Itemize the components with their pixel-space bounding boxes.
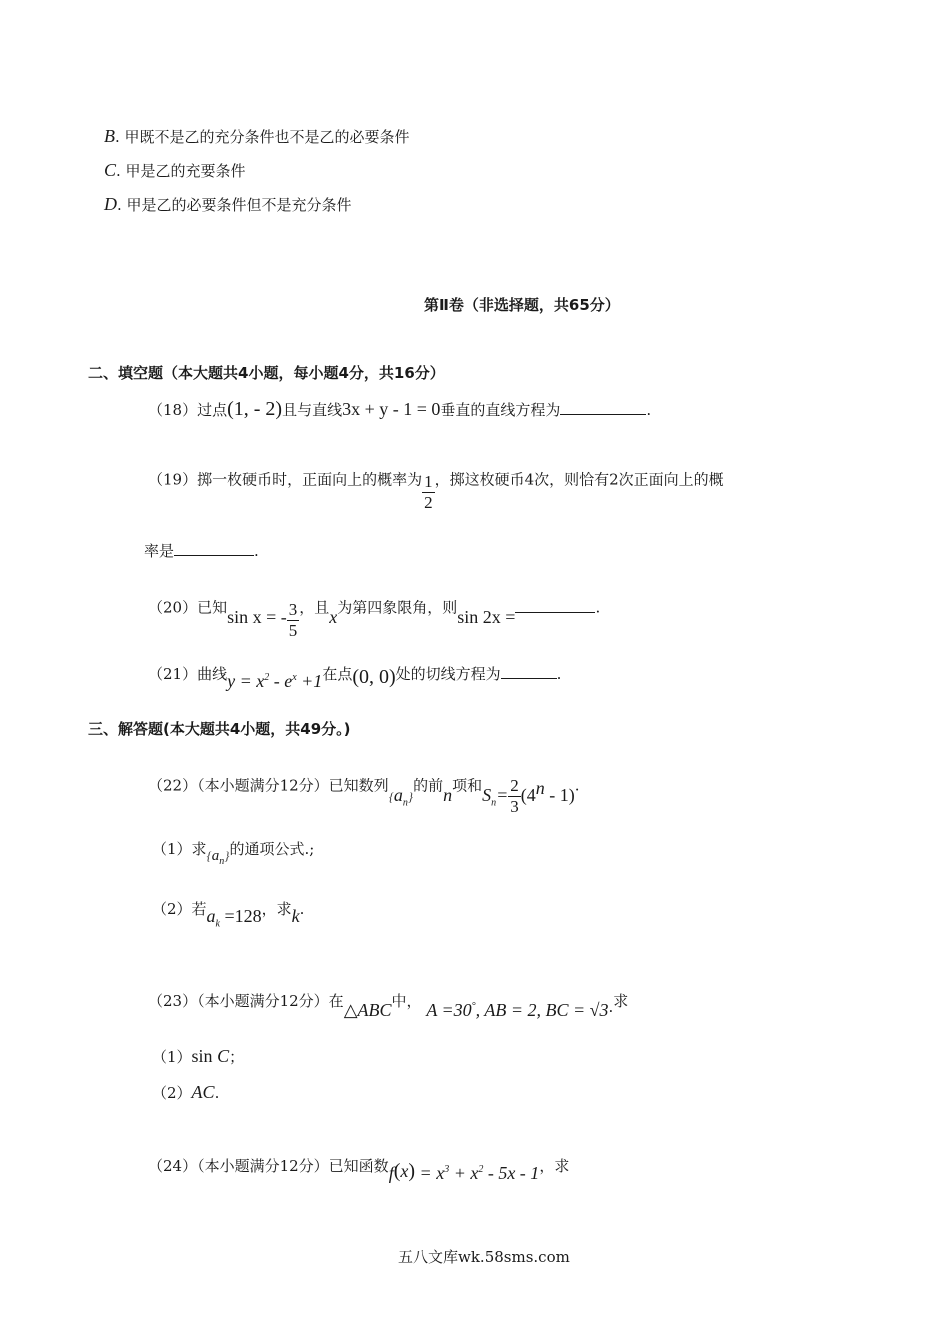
- q24-fx: (x): [393, 1160, 416, 1182]
- section3-title: 三、解答题(本大题共4小题，共49分。): [88, 720, 351, 738]
- q22-part2: [152, 898, 305, 930]
- q22-expr: (4$^n$ - 1): [520, 777, 575, 805]
- q22-sn: $S_n=$: [482, 784, 509, 809]
- q22-p1-seq: $\{a_n\}$: [206, 848, 230, 867]
- option-d-text: . 甲是乙的必要条件但不是充分条件: [117, 196, 352, 214]
- q21-mid: 在点: [322, 665, 353, 683]
- q19-line2: 率是: [144, 542, 175, 560]
- q23-triangle: △ABC: [343, 1000, 392, 1020]
- q22-frac-num: 2: [510, 776, 519, 795]
- q22-frac-den: 3: [510, 797, 519, 816]
- q22-fraction: [508, 776, 521, 817]
- option-d: [104, 194, 352, 215]
- option-b-letter: B: [104, 126, 115, 146]
- q20-end: .: [595, 598, 601, 617]
- q20-frac-den: 5: [288, 621, 298, 640]
- q22-part1: [152, 838, 315, 867]
- question-24: [148, 1154, 570, 1183]
- q23-conditions: A =30°, AB = 2, BC = √3: [426, 1000, 609, 1020]
- footer-watermark: 五八文库wk.58sms.com: [398, 1248, 570, 1266]
- q23-p1-prefix: （1）: [152, 1048, 192, 1066]
- q23-part1: [152, 1046, 244, 1067]
- q20-frac-num: 3: [288, 600, 298, 619]
- q20-mid1: ，且: [299, 598, 330, 617]
- q23-prefix: （23）（本小题满分12分）在: [148, 992, 344, 1010]
- q20-prefix: （20）已知: [148, 598, 228, 617]
- q19-end: .: [254, 542, 259, 560]
- question-20: [148, 588, 601, 640]
- q22-ak: $a_k$: [206, 906, 220, 930]
- q21-point: (0, 0): [352, 666, 396, 688]
- q21-answer-blank[interactable]: [501, 664, 557, 679]
- question-23: [148, 990, 629, 1020]
- q22-p2-prefix: （2）若: [152, 900, 207, 918]
- q21-curve: $y = x^2 - e^x +1$: [227, 671, 323, 691]
- q20-sin2x: sin 2x =: [457, 606, 516, 627]
- q24-f: f: [388, 1163, 394, 1183]
- q19-fraction: [422, 472, 435, 513]
- q23-suffix: 求: [613, 992, 629, 1010]
- option-c-letter: C: [104, 160, 117, 180]
- q21-suffix: 处的切线方程为: [395, 665, 501, 683]
- q18-prefix: （18）过点: [148, 401, 228, 419]
- option-c: [104, 160, 246, 181]
- q22-prefix: （22）（本小题满分12分）已知数列: [148, 776, 389, 795]
- q23-p2: AC: [191, 1082, 215, 1102]
- q22-p1-prefix: （1）求: [152, 840, 207, 858]
- q22-ak-val: =128: [220, 906, 262, 926]
- question-19: [148, 460, 724, 512]
- q18-suffix: 垂直的直线方程为: [440, 401, 561, 419]
- q23-p1-end: ；: [229, 1048, 245, 1066]
- q20-answer-blank[interactable]: [515, 598, 595, 613]
- q19-frac-den: 2: [424, 493, 433, 512]
- q19-frac-num: 1: [424, 472, 433, 491]
- q23-p1: sin C: [191, 1046, 230, 1066]
- q18-point: (1, - 2): [227, 398, 283, 420]
- option-d-letter: D: [104, 194, 117, 214]
- question-21: [148, 662, 562, 691]
- option-b: [104, 126, 410, 147]
- q19-answer-blank[interactable]: [174, 541, 254, 556]
- q23-part2: [152, 1082, 219, 1103]
- q24-prefix: （24）（本小题满分12分）已知函数: [148, 1157, 389, 1175]
- q21-prefix: （21）曲线: [148, 665, 228, 683]
- q22-mid2: 项和: [452, 776, 483, 795]
- q23-dot: ·: [608, 1002, 614, 1020]
- q20-mid2: 为第四象限角，则: [337, 598, 458, 617]
- q22-p2-mid: ，求: [261, 900, 292, 918]
- q19-prefix: （19）掷一枚硬币时，正面向上的概率为: [148, 470, 423, 489]
- q18-answer-blank[interactable]: [560, 400, 646, 415]
- section2-title: 二、填空题（本大题共4小题，每小题4分，共16分）: [88, 364, 445, 382]
- q22-k: k: [291, 906, 300, 926]
- option-c-text: . 甲是乙的充要条件: [116, 162, 246, 180]
- q22-sequence: $\{a_n\}$: [388, 784, 414, 809]
- q23-p2-end: .: [214, 1084, 220, 1102]
- q22-end: .: [574, 776, 580, 795]
- q23-p2-prefix: （2）: [152, 1084, 192, 1102]
- q20-sinx: sin x = -: [227, 606, 287, 627]
- q20-fraction: [287, 600, 300, 641]
- q19-suffix: ，掷这枚硬币4次，则恰有2次正面向上的概: [434, 470, 724, 489]
- question-18: [148, 398, 651, 421]
- q24-suffix: ，求: [539, 1157, 570, 1175]
- q21-end: .: [556, 665, 562, 683]
- q18-line: 3x + y - 1 = 0: [342, 399, 441, 419]
- q24-polynomial: = $x^3 + x^2 - 5x - 1$: [415, 1163, 540, 1183]
- part2-title: 第Ⅱ卷（非选择题，共65分）: [424, 296, 620, 314]
- question-22: [148, 766, 580, 816]
- q22-p1-suffix: 的通项公式.;: [229, 840, 315, 858]
- q18-mid: 且与直线: [282, 401, 343, 419]
- q23-mid: 中，: [391, 992, 422, 1010]
- q22-p2-end: .: [299, 900, 305, 918]
- option-b-text: . 甲既不是乙的充分条件也不是乙的必要条件: [115, 128, 410, 146]
- q18-end: .: [646, 401, 652, 419]
- q22-n: n: [443, 784, 453, 805]
- question-19-line2: [144, 540, 259, 561]
- q20-x: x: [329, 606, 338, 627]
- q22-mid1: 的前: [413, 776, 444, 795]
